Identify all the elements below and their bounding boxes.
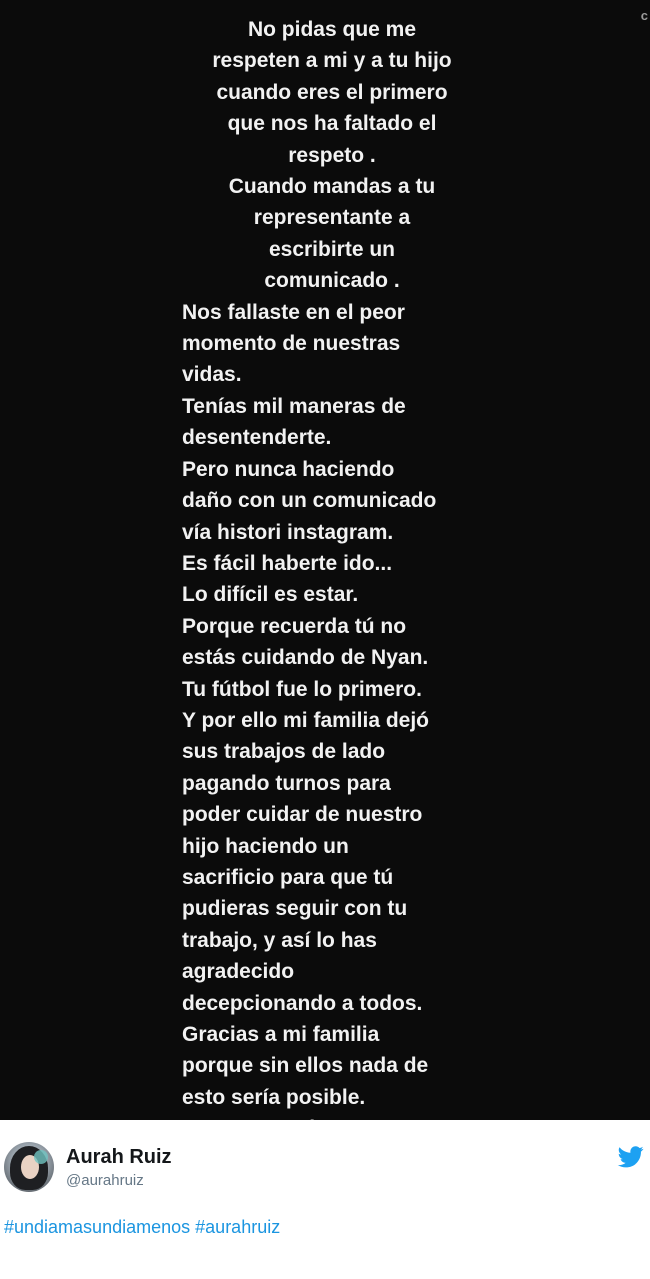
story-line: trabajo, y así lo has <box>182 928 377 952</box>
story-line: vía histori instagram. <box>182 520 394 544</box>
story-line: Y por ello mi familia dejó <box>182 708 430 732</box>
story-line: respeto . <box>288 143 376 167</box>
story-line: daño con un comunicado <box>182 489 437 513</box>
story-line: respeten a mi y a tu hijo <box>212 49 452 73</box>
story-line: agradecido <box>182 960 295 984</box>
story-line: desentenderte. <box>182 426 332 450</box>
avatar[interactable] <box>4 1142 54 1192</box>
user-handle[interactable]: @aurahruiz <box>66 1172 144 1189</box>
story-line: Nos fallaste en el peor <box>182 300 405 324</box>
story-line: representante a <box>253 206 411 230</box>
story-line: Es fácil haberte ido... <box>182 551 393 575</box>
tweet-footer <box>0 1120 650 1279</box>
story-line: momento de nuestras <box>182 332 401 356</box>
story-line: No pidas que me <box>247 18 417 41</box>
corner-mark: c <box>640 8 648 23</box>
hashtag-link[interactable]: #undiamasundiamenos <box>4 1217 191 1237</box>
story-line: hijo haciendo un <box>182 834 349 858</box>
story-line: Porque recuerda tú no <box>182 614 407 638</box>
story-line: Tenías mil maneras de <box>182 394 406 418</box>
story-line: poder cuidar de nuestro <box>182 803 423 827</box>
hashtag-link[interactable]: #aurahruiz <box>195 1217 281 1237</box>
story-line: estás cuidando de Nyan. <box>182 646 429 670</box>
story-line: sus trabajos de lado <box>182 740 386 764</box>
story-line: esto sería posible. <box>182 1085 366 1109</box>
story-line: Lo difícil es estar. <box>182 583 359 607</box>
story-line: Pero nunca haciendo <box>182 457 395 481</box>
story-text <box>182 14 482 1145</box>
story-line: porque sin ellos nada de <box>182 1054 429 1078</box>
user-name[interactable]: Aurah Ruiz <box>66 1146 172 1168</box>
story-line: comunicado . <box>264 269 400 293</box>
story-line: Gracias a mi familia <box>182 1023 380 1046</box>
story-line: escribirte un <box>268 237 396 261</box>
story-line: pudieras seguir con tu <box>182 897 408 921</box>
tweet-hashtags <box>4 1217 280 1238</box>
story-line: Tu fútbol fue lo primero. <box>182 677 422 701</box>
story-line: pagando turnos para <box>182 771 391 795</box>
story-line: Cuando mandas a tu <box>228 175 436 199</box>
story-line: vidas. <box>182 363 242 387</box>
story-line: cuando eres el primero <box>216 80 448 104</box>
story-line: decepcionando a todos. <box>182 991 423 1015</box>
story-line: sacrificio para que tú <box>182 865 394 889</box>
twitter-bird-icon[interactable] <box>618 1146 644 1168</box>
story-line: que nos ha faltado el <box>227 112 437 136</box>
avatar-accent <box>34 1150 48 1164</box>
